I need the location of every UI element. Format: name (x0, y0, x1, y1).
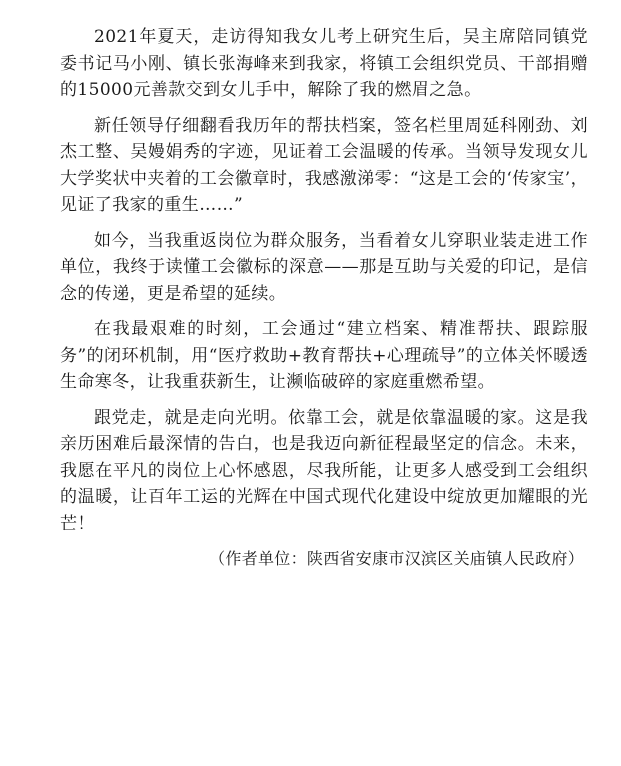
paragraph-3: 如今，当我重返岗位为群众服务，当看着女儿穿职业装走进工作单位，我终于读懂工会徽标的深意——那是互助与关爱的印记，是信念的传递，更是希望的延续。 (60, 230, 588, 304)
author-affiliation: （作者单位：陕西省安康市汉滨区关庙镇人民政府） (209, 549, 584, 568)
paragraph-1: 2021年夏天，走访得知我女儿考上研究生后，吴主席陪同镇党委书记马小刚、镇长张海峰来到我家，将镇工会组织党员、干部捐赠的15000元善款交到女儿手中，解除了我的燃眉之急。 (60, 27, 588, 100)
paragraph-2: 新任领导仔细翻看我历年的帮扶档案，签名栏里周延科刚劲、刘杰工整、吴嫚娟秀的字迹，见证着工会温暖的传承。当领导发现女儿大学奖状中夹着的工会徽章时，我感激涕零：“这是工会的‘传家宝’，见证了我家的重生……” (60, 115, 588, 215)
paragraph-4: 在我最艰难的时刻，工会通过“建立档案、精准帮扶、跟踪服务”的闭环机制，用“医疗救助+教育帮扶+心理疏导”的立体关怀暖透生命寒冬，让我重获新生，让濒临破碎的家庭重燃希望。 (60, 319, 588, 392)
paragraph-5: 跟党走，就是走向光明。依靠工会，就是依靠温暖的家。这是我亲历困难后最深情的告白，也是我迈向新征程最坚定的信念。未来，我愿在平凡的岗位上心怀感恩，尽我所能，让更多人感受到工会组织的温暖，让百年工运的光辉在中国式现代化建设中绽放更加耀眼的光芒！ (60, 407, 588, 534)
article-body (60, 24, 588, 572)
